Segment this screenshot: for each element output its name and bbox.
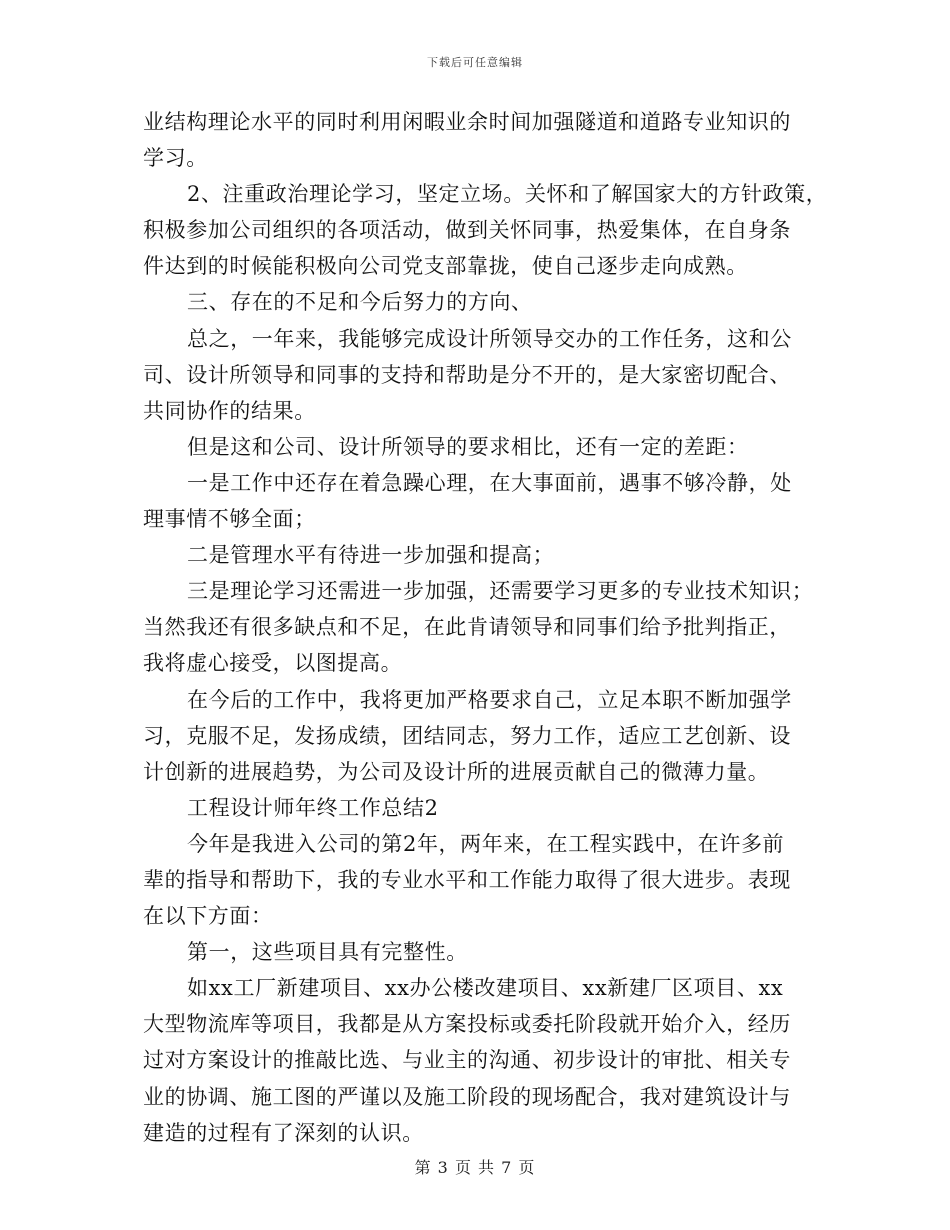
text-line: 学习。	[143, 146, 208, 171]
text-line: 业的协调、施工图的严谨以及施工阶段的现场配合，我对建筑设计与	[143, 1084, 791, 1109]
text-line: 理事情不够全面；	[143, 507, 316, 532]
text-line: 过对方案设计的推敲比选、与业主的沟通、初步设计的审批、相关专	[143, 1048, 791, 1073]
text-line: 大型物流库等项目，我都是从方案投标或委托阶段就开始介入，经历	[143, 1012, 791, 1037]
text-line: 2、注重政治理论学习，坚定立场。关怀和了解国家大的方针政策，	[187, 182, 828, 207]
text-line: 三是理论学习还需进一步加强，还需要学习更多的专业技术知识；	[187, 579, 814, 604]
text-line: 当然我还有很多缺点和不足，在此肯请领导和同事们给予批判指正，	[143, 615, 791, 640]
document-body	[143, 104, 828, 1151]
text-line: 司、设计所领导和同事的支持和帮助是分不开的，是大家密切配合、	[143, 362, 791, 387]
section-heading: 三、存在的不足和今后努力的方向、	[187, 290, 533, 315]
section-heading: 工程设计师年终工作总结2	[187, 795, 439, 820]
page-header-note: 下载后可任意编辑	[427, 56, 523, 69]
page-number: 第 3 页 共 7 页	[414, 1158, 536, 1177]
text-line: 第一，这些项目具有完整性。	[187, 940, 468, 965]
text-line: 建造的过程有了深刻的认识。	[143, 1120, 424, 1145]
text-line: 我将虚心接受，以图提高。	[143, 651, 403, 676]
text-line: 积极参加公司组织的各项活动，做到关怀同事，热爱集体，在自身条	[143, 218, 791, 243]
text-line: 在以下方面：	[143, 904, 273, 929]
text-line: 如xx工厂新建项目、xx办公楼改建项目、xx新建厂区项目、xx	[187, 976, 784, 1001]
text-line: 件达到的时候能积极向公司党支部靠拢，使自己逐步走向成熟。	[143, 254, 748, 279]
text-line: 在今后的工作中，我将更加严格要求自己，立足本职不断加强学	[187, 687, 792, 712]
text-line: 总之，一年来，我能够完成设计所领导交办的工作任务，这和公	[187, 326, 792, 351]
text-line: 一是工作中还存在着急躁心理，在大事面前，遇事不够冷静，处	[187, 470, 792, 495]
text-line: 二是管理水平有待进一步加强和提高；	[187, 543, 555, 568]
text-line: 今年是我进入公司的第2年，两年来，在工程实践中，在许多前	[187, 831, 785, 856]
text-line: 共同协作的结果。	[143, 398, 316, 423]
text-line: 计创新的进展趋势，为公司及设计所的进展贡献自己的微薄力量。	[143, 759, 770, 784]
text-line: 业结构理论水平的同时利用闲暇业余时间加强隧道和道路专业知识的	[143, 110, 791, 134]
text-line: 但是这和公司、设计所领导的要求相比，还有一定的差距：	[187, 434, 749, 459]
text-line: 习，克服不足，发扬成绩，团结同志，努力工作，适应工艺创新、设	[143, 723, 791, 748]
text-line: 辈的指导和帮助下，我的专业水平和工作能力取得了很大进步。表现	[143, 867, 791, 892]
